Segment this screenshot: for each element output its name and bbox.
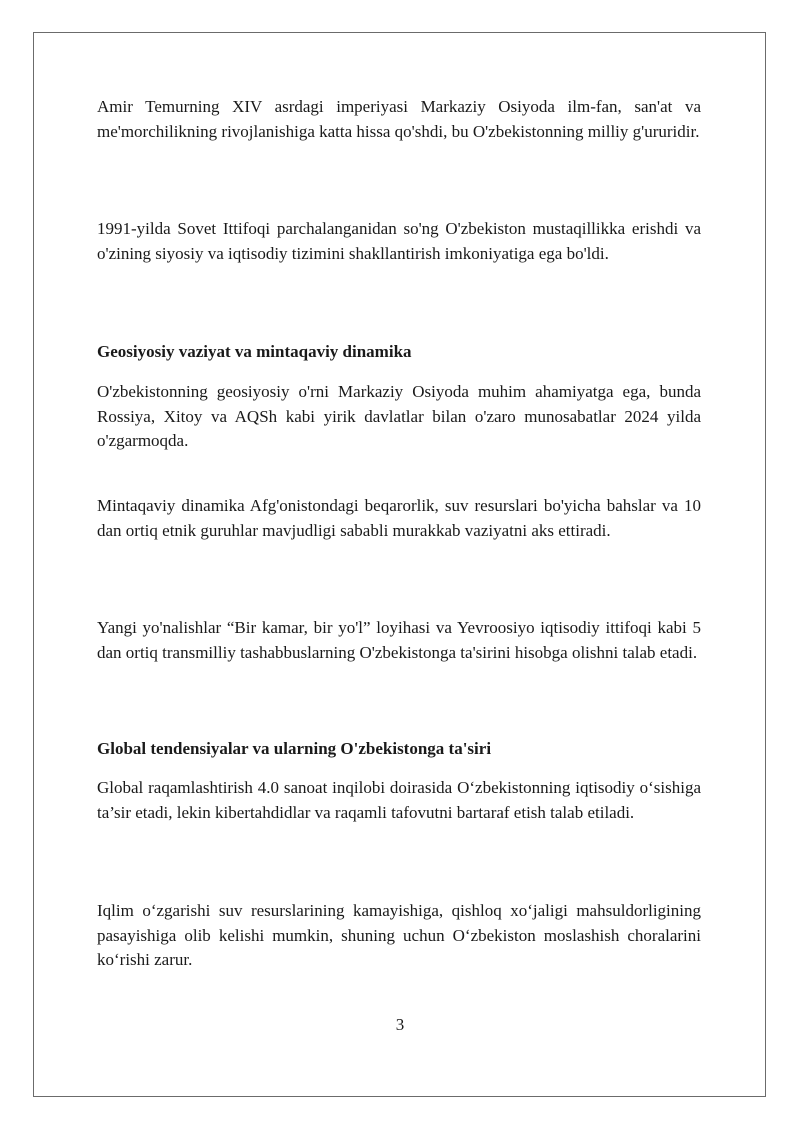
- paragraph-digitalization: Global raqamlashtirish 4.0 sanoat inqilobi doirasida O‘zbekistonning iqtisodiy o‘sishiga ta’sir etadi, lekin kibertahdidlar va raqamli tafovutni bartaraf etish talab etiladi.: [97, 778, 701, 822]
- paragraph-amir-temur: Amir Temurning XIV asrdagi imperiyasi Markaziy Osiyoda ilm-fan, san'at va me'morchilikning rivojlanishiga katta hissa qo'shdi, bu O'zbekistonning milliy g'ururidir.: [97, 97, 701, 141]
- paragraph-geopolitical-role: O'zbekistonning geosiyosiy o'rni Markaziy Osiyoda muhim ahamiyatga ega, bunda Rossiya, Xitoy va AQSh kabi yirik davlatlar bilan o'zaro munosabatlar 2024 yilda o'zgarmoqda.: [97, 382, 701, 450]
- paragraph-new-directions: Yangi yo'nalishlar “Bir kamar, bir yo'l” loyihasi va Yevroosiyo iqtisodiy ittifoqi kabi 5 dan ortiq transmilliy tashabbuslarning O'zbekistonga ta'sirini hisobga olishni talab etadi.: [97, 618, 701, 662]
- paragraph-regional-dynamics: Mintaqaviy dinamika Afg'onistondagi beqarorlik, suv resurslari bo'yicha bahslar va 10 dan ortiq etnik guruhlar mavjudligi sababli murakkab vaziyatni aks ettiradi.: [97, 496, 701, 540]
- section-heading-geopolitics: Geosiyosiy vaziyat va mintaqaviy dinamika: [97, 342, 412, 361]
- section-heading-global-trends: Global tendensiyalar va ularning O'zbekistonga ta'siri: [97, 739, 492, 758]
- paragraph-independence: 1991-yilda Sovet Ittifoqi parchalanganidan so'ng O'zbekiston mustaqillikka erishdi va o'zining siyosiy va iqtisodiy tizimini shakllantirish imkoniyatiga ega bo'ldi.: [97, 219, 701, 263]
- page-number: 3: [395, 1015, 405, 1034]
- paragraph-climate-change: Iqlim o‘zgarishi suv resurslarining kamayishiga, qishloq xo‘jaligi mahsuldorligining pasayishiga olib kelishi mumkin, shuning uchun O‘zbekiston moslashish choralarini ko‘rishi zarur.: [97, 901, 701, 969]
